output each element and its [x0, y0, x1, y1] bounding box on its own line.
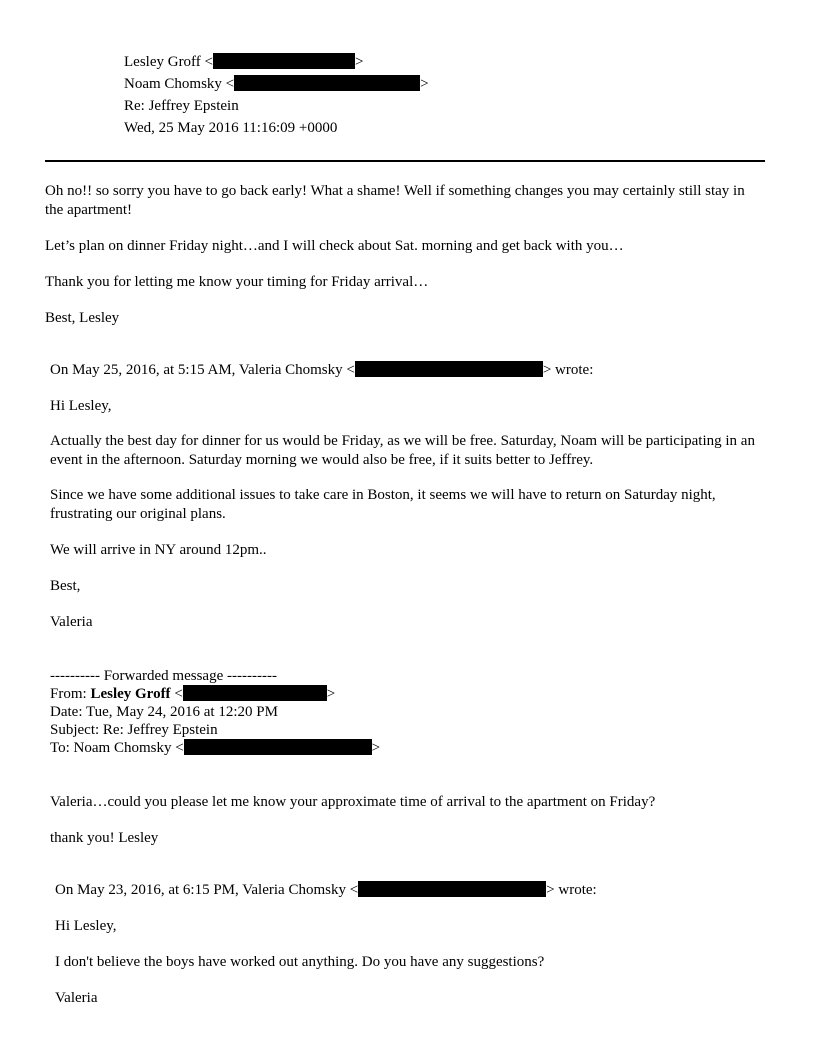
quote2-intro-pre: On May 23, 2016, at 6:15 PM, Valeria Chomsky <	[55, 882, 359, 898]
quote1-intro-post: > wrote:	[542, 362, 594, 378]
body-signoff: Best, Lesley	[45, 310, 120, 326]
forwarded-date: Date: Tue, May 24, 2016 at 12:20 PM	[50, 704, 278, 720]
body-paragraph-3: Thank you for letting me know your timing for Friday arrival…	[45, 274, 429, 290]
body-paragraph-1: Oh no!! so sorry you have to go back early! What a shame! Well if something changes you may certainly still stay in the apartment!	[45, 183, 745, 218]
header-to-name: Noam Chomsky <	[124, 76, 235, 92]
quote1-paragraph-3: We will arrive in NY around 12pm..	[50, 542, 267, 558]
forwarded-signoff: thank you! Lesley	[50, 830, 159, 846]
forwarded-from	[50, 685, 335, 703]
forwarded-from-open: <	[170, 686, 183, 702]
header-from-close: >	[355, 54, 364, 70]
redaction-box	[355, 361, 543, 377]
quote2-paragraph-1: I don't believe the boys have worked out anything. Do you have any suggestions?	[55, 954, 545, 970]
redaction-box	[183, 685, 327, 701]
forwarded-from-close: >	[326, 686, 336, 702]
quote1-signoff: Best,	[50, 578, 81, 594]
forwarded-banner: ---------- Forwarded message ----------	[50, 668, 277, 684]
quote2-intro	[55, 881, 597, 900]
redaction-box	[213, 53, 355, 69]
quote1-name: Valeria	[50, 614, 93, 630]
quote2-intro-post: > wrote:	[546, 882, 597, 898]
quote1-paragraph-2: Since we have some additional issues to take care in Boston, it seems we will have to return on Saturday night, frustrating our original plans.	[50, 487, 716, 522]
forwarded-to	[50, 739, 380, 757]
header-date-value: Wed, 25 May 2016 11:16:09 +0000	[124, 120, 338, 136]
redaction-box	[234, 75, 420, 91]
header-from-value	[124, 52, 363, 72]
quote1-greeting: Hi Lesley,	[50, 398, 112, 414]
header-to-value	[124, 74, 429, 94]
forwarded-to-prefix: To: Noam Chomsky <	[50, 740, 184, 756]
quote1-intro-pre: On May 25, 2016, at 5:15 AM, Valeria Chomsky <	[50, 362, 355, 378]
forwarded-from-prefix: From:	[50, 686, 91, 702]
forwarded-from-name: Lesley Groff	[90, 686, 171, 702]
redaction-box	[184, 739, 372, 755]
forwarded-paragraph-1: Valeria…could you please let me know your approximate time of arrival to the apartment on Friday?	[50, 794, 656, 810]
redaction-box	[358, 881, 546, 897]
header-divider	[45, 160, 765, 162]
forwarded-subject: Subject: Re: Jeffrey Epstein	[50, 722, 218, 738]
header-from-name: Lesley Groff <	[124, 54, 213, 70]
quote1-intro	[50, 361, 593, 380]
header-subject-value: Re: Jeffrey Epstein	[124, 98, 239, 114]
quote2-greeting: Hi Lesley,	[55, 918, 117, 934]
header-to-close: >	[420, 76, 429, 92]
body-paragraph-2: Let’s plan on dinner Friday night…and I will check about Sat. morning and get back with you…	[45, 238, 624, 254]
quote2-name: Valeria	[55, 990, 98, 1006]
quote1-paragraph-1: Actually the best day for dinner for us would be Friday, as we will be free. Saturday, Noam will be participating in an event in the afternoon. Saturday morning we would also be free, if it suits better to Jeffrey.	[50, 433, 755, 468]
forwarded-to-close: >	[371, 740, 381, 756]
